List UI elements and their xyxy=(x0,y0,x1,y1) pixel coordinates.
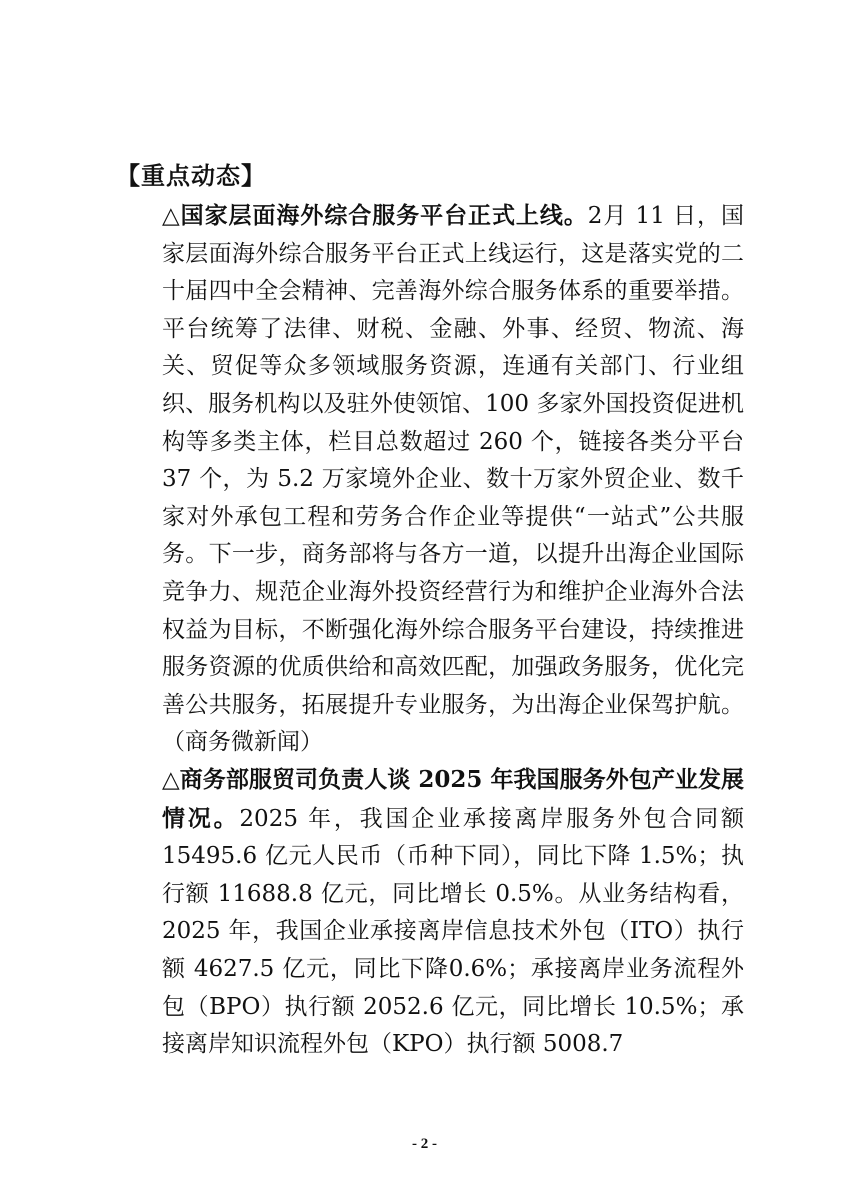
page-number: - 2 - xyxy=(412,1136,437,1152)
news-item-title: △国家层面海外综合服务平台正式上线。 xyxy=(162,202,588,229)
section-heading: 【重点动态】 xyxy=(116,162,266,190)
news-item-title: △商务部服贸司负责人谈 2025 年我国服务外包产业发展情况。 xyxy=(162,766,744,832)
news-item xyxy=(116,761,744,1064)
news-item-body: 2月 11 日，国家层面海外综合服务平台正式上线运行，这是落实党的二十届四中全会精神、完善海外综合服务体系的重要举措。平台统筹了法律、财税、金融、外事、经贸、物流、海关、贸促等众多领域服务资源，连通有关部门、行业组织、服务机构以及驻外使领馆、100 多家外国投资促进机构等多类主体，栏目总数超过 260 个，链接各类分平台 37 个，为 5.2 万家境外企业、数十万家外贸企业、数千家对外承包工程和劳务合作企业等提供“一站式”公共服务。下一步，商务部将与各方一道，以提升出海企业国际竞争力、规范企业海外投资经营行为和维护企业海外合法权益为目标，不断强化海外综合服务平台建设，持续推进服务资源的优质供给和高效匹配，加强政务服务，优化完善公共服务，拓展提升专业服务，为出海企业保驾护航。（商务微新闻） xyxy=(162,203,744,756)
news-item-paragraph xyxy=(116,197,744,762)
news-item xyxy=(116,197,744,762)
news-item-body: 2025 年，我国企业承接离岸服务外包合同额 15495.6 亿元人民币（币种下同），同比下降 1.5%；执行额 11688.8 亿元，同比增长 0.5%。从业务结构看，2025 年，我国企业承接离岸信息技术外包（ITO）执行额 4627.5 亿元，同比下降0.6%；承接离岸业务流程外包（BPO）执行额 2052.6 亿元，同比增长 10.5%；承接离岸知识流程外包（KPO）执行额 5008.7 xyxy=(162,805,744,1058)
news-item-paragraph xyxy=(116,761,744,1064)
